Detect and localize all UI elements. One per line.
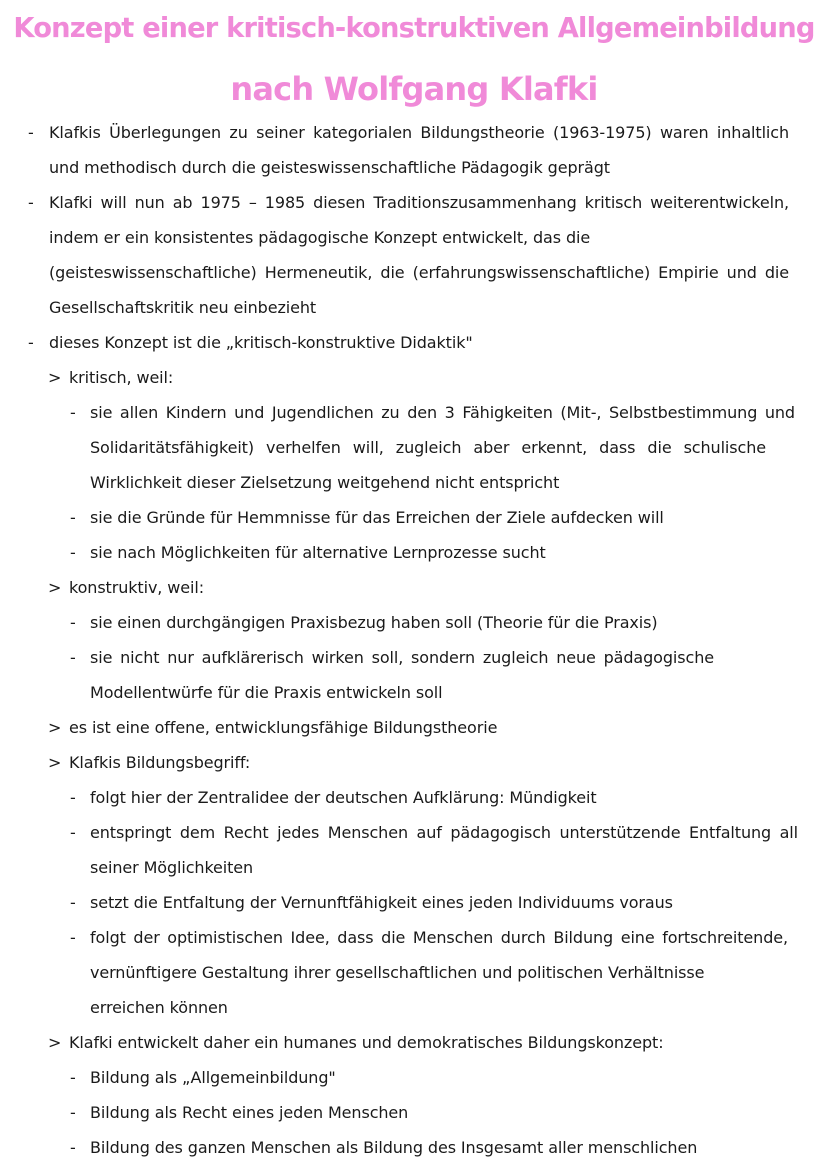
text-line: Wirklichkeit dieser Zielsetzung weitgehend nicht entspricht	[90, 473, 560, 492]
text-line: entspringt dem Recht jedes Menschen auf pädagogisch unterstützende Entfaltung all	[90, 823, 798, 842]
bullet-dash: -	[28, 193, 34, 212]
text-line: (geisteswissenschaftliche) Hermeneutik, die (erfahrungswissenschaftliche) Empirie und die	[49, 263, 789, 282]
text-line: folgt der optimistischen Idee, dass die Menschen durch Bildung eine fortschreitende,	[90, 928, 788, 947]
text-line: Gesellschaftskritik neu einbezieht	[49, 298, 317, 317]
bullet-arrow: >	[48, 578, 62, 597]
text-line: setzt die Entfaltung der Vernunftfähigkeit eines jeden Individuums voraus	[90, 893, 673, 912]
bullet-arrow: >	[48, 1033, 62, 1052]
bullet-arrow: >	[48, 368, 62, 387]
bullet-arrow: >	[48, 718, 62, 737]
text-line: Klafkis Überlegungen zu seiner kategorialen Bildungstheorie (1963-1975) waren inhaltlich	[49, 123, 789, 142]
text-line: dieses Konzept ist die „kritisch-konstruktive Didaktik"	[49, 333, 473, 352]
text-line: seiner Möglichkeiten	[90, 858, 254, 877]
document-title-line-1: Konzept einer kritisch-konstruktiven Allgemeinbildung	[13, 13, 815, 44]
text-line: folgt hier der Zentralidee der deutschen Aufklärung: Mündigkeit	[90, 788, 597, 807]
bullet-arrow: >	[48, 753, 62, 772]
bullet-dash: -	[70, 788, 76, 807]
text-line: indem er ein konsistentes pädagogische Konzept entwickelt, das die	[49, 228, 591, 247]
bullet-dash: -	[70, 1138, 76, 1157]
text-line: Klafki will nun ab 1975 – 1985 diesen Traditionszusammenhang kritisch weiterentwickeln,	[49, 193, 789, 212]
text-line: sie allen Kindern und Jugendlichen zu den 3 Fähigkeiten (Mit-, Selbstbestimmung und	[90, 403, 795, 422]
bullet-dash: -	[70, 1103, 76, 1122]
bullet-dash: -	[70, 648, 76, 667]
bullet-dash: -	[70, 1068, 76, 1087]
text-line: Solidaritätsfähigkeit) verhelfen will, zugleich aber erkennt, dass die schulische	[90, 438, 766, 457]
bullet-dash: -	[70, 613, 76, 632]
document-title-line-2: nach Wolfgang Klafki	[230, 70, 598, 108]
text-line: es ist eine offene, entwicklungsfähige Bildungstheorie	[69, 718, 498, 737]
text-line: und methodisch durch die geisteswissenschaftliche Pädagogik geprägt	[49, 158, 610, 177]
bullet-dash: -	[70, 403, 76, 422]
text-line: Klafki entwickelt daher ein humanes und demokratisches Bildungskonzept:	[69, 1033, 664, 1052]
text-line: sie die Gründe für Hemmnisse für das Erreichen der Ziele aufdecken will	[90, 508, 664, 527]
bullet-dash: -	[28, 123, 34, 142]
text-line: sie nach Möglichkeiten für alternative Lernprozesse sucht	[90, 543, 546, 562]
bullet-dash: -	[70, 508, 76, 527]
text-line: Klafkis Bildungsbegriff:	[69, 753, 251, 772]
text-line: konstruktiv, weil:	[69, 578, 204, 597]
bullet-dash: -	[70, 928, 76, 947]
text-line: Bildung des ganzen Menschen als Bildung des Insgesamt aller menschlichen	[90, 1138, 698, 1157]
text-line: Bildung als „Allgemeinbildung"	[90, 1068, 336, 1087]
text-line: erreichen können	[90, 998, 228, 1017]
text-line: vernünftigere Gestaltung ihrer gesellschaftlichen und politischen Verhältnisse	[90, 963, 705, 982]
bullet-dash: -	[28, 333, 34, 352]
text-line: sie nicht nur aufklärerisch wirken soll, sondern zugleich neue pädagogische	[90, 648, 714, 667]
text-line: kritisch, weil:	[69, 368, 174, 387]
text-line: Modellentwürfe für die Praxis entwickeln soll	[90, 683, 443, 702]
bullet-dash: -	[70, 823, 76, 842]
text-line: sie einen durchgängigen Praxisbezug haben soll (Theorie für die Praxis)	[90, 613, 658, 632]
bullet-dash: -	[70, 893, 76, 912]
bullet-dash: -	[70, 543, 76, 562]
text-line: Bildung als Recht eines jeden Menschen	[90, 1103, 409, 1122]
